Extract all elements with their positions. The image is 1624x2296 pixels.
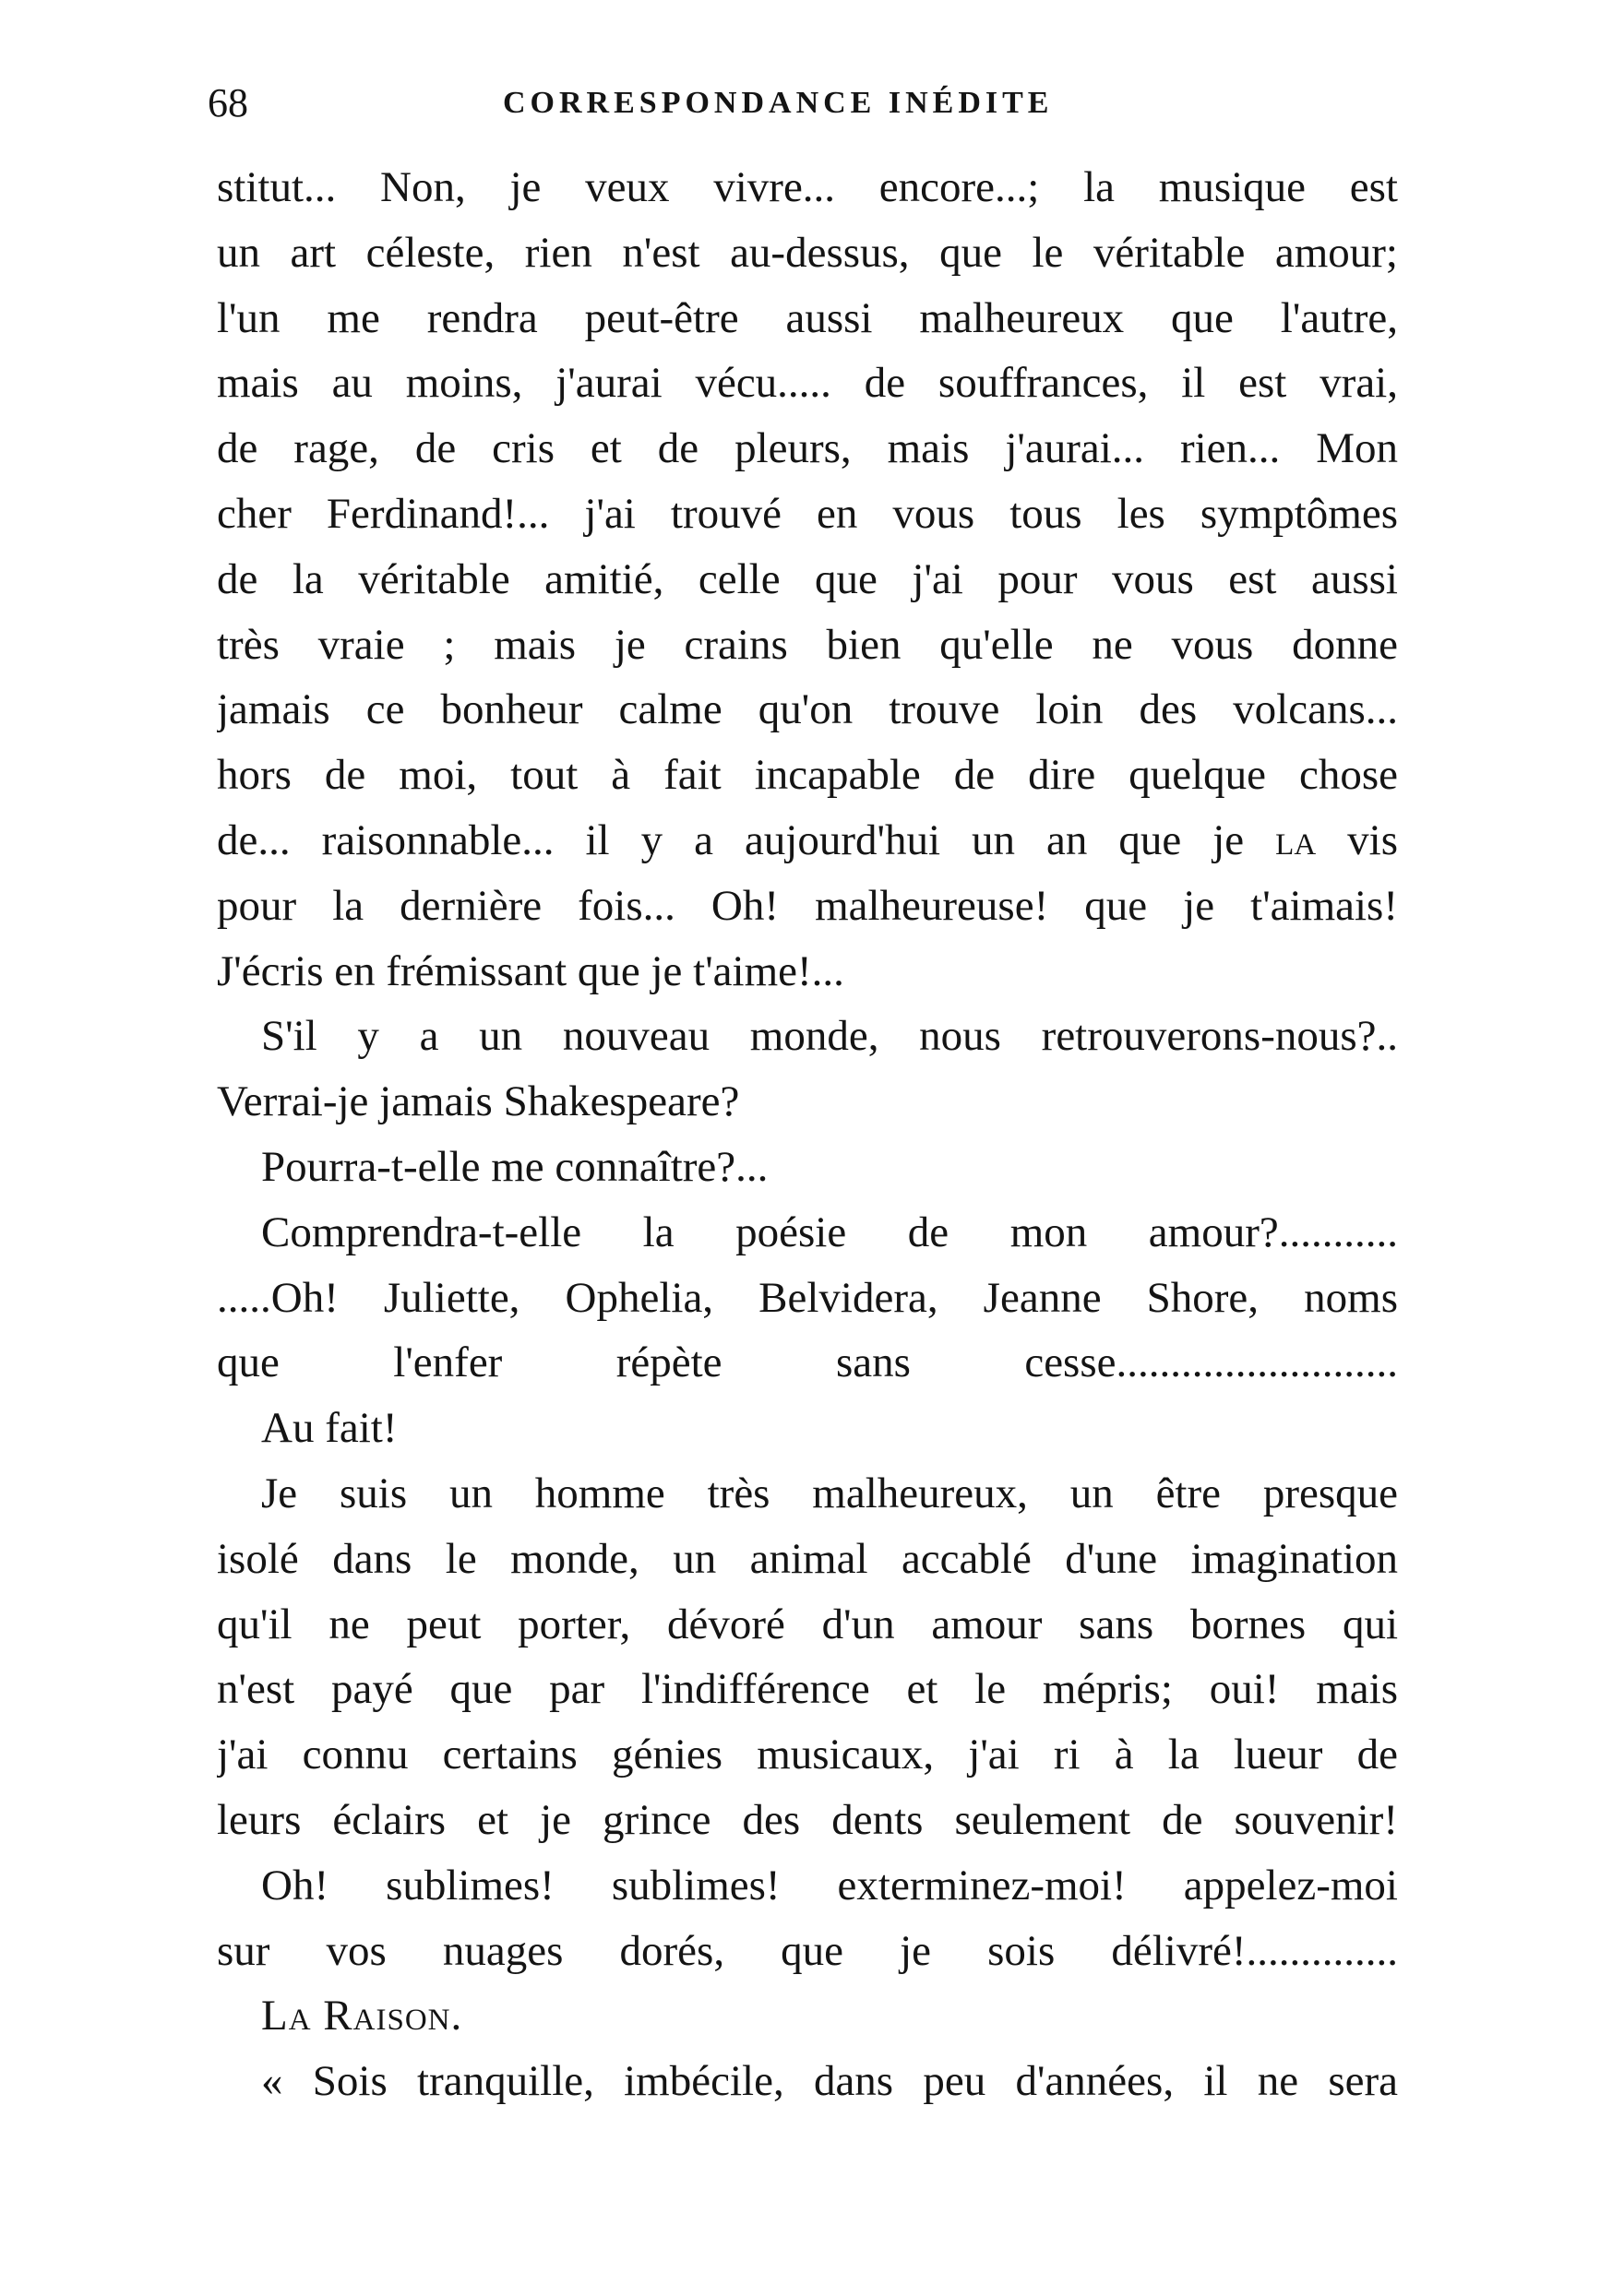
text-line: isolé dans le monde, un animal accablé d'une imagination bbox=[217, 1534, 1398, 1583]
text-line: sur vos nuages dorés, que je sois délivré!.............. bbox=[217, 1926, 1398, 1975]
running-head bbox=[208, 76, 1398, 131]
text-line: stitut... Non, je veux vivre... encore...; la musique est bbox=[217, 163, 1398, 211]
text-line: n'est payé que par l'indifférence et le mépris; oui! mais bbox=[217, 1665, 1398, 1714]
text-line: « Sois tranquille, imbécile, dans peu d'années, il ne sera bbox=[261, 2057, 1398, 2106]
body-text bbox=[217, 155, 1398, 2114]
text-line: qu'il ne peut porter, dévoré d'un amour sans bornes qui bbox=[217, 1600, 1398, 1648]
text-fragment: de... raisonnable... il y a aujourd'hui un an que je bbox=[217, 815, 1245, 864]
running-title: CORRESPONDANCE INÉDITE bbox=[503, 86, 1054, 120]
text-line: Comprendra-t-elle la poésie de mon amour?........... bbox=[261, 1207, 1398, 1256]
text-line: hors de moi, tout à fait incapable de dire quelque chose bbox=[217, 751, 1398, 800]
page-number: 68 bbox=[208, 80, 248, 125]
text-line: Je suis un homme très malheureux, un être presque bbox=[261, 1469, 1398, 1517]
emphasis-la: la bbox=[1275, 815, 1317, 864]
text-fragment: vis bbox=[1347, 815, 1398, 864]
text-line: cher Ferdinand!... j'ai trouvé en vous tous les symptômes bbox=[217, 489, 1398, 538]
speaker-label: La Raison. bbox=[261, 1992, 463, 2040]
text-line: Oh! sublimes! sublimes! exterminez-moi! appelez-moi bbox=[261, 1861, 1398, 1909]
text-line: de rage, de cris et de pleurs, mais j'aurai... rien... Mon bbox=[217, 424, 1398, 473]
text-line: Verrai-je jamais Shakespeare? bbox=[217, 1077, 740, 1126]
text-line: mais au moins, j'aurai vécu..... de souffrances, il est vrai, bbox=[217, 359, 1398, 408]
text-line: jamais ce bonheur calme qu'on trouve loin des volcans... bbox=[217, 685, 1398, 734]
text-line: .....Oh! Juliette, Ophelia, Belvidera, Jeanne Shore, noms bbox=[217, 1273, 1398, 1322]
text-line: Pourra-t-elle me connaître?... bbox=[261, 1142, 769, 1191]
text-line: S'il y a un nouveau monde, nous retrouverons-nous?.. bbox=[261, 1012, 1398, 1061]
text-line: j'ai connu certains génies musicaux, j'ai ri à la lueur de bbox=[217, 1731, 1398, 1779]
text-line: pour la dernière fois... Oh! malheureuse! que je t'aimais! bbox=[217, 881, 1398, 930]
text-line: l'un me rendra peut-être aussi malheureux que l'autre, bbox=[217, 293, 1398, 342]
text-line: J'écris en frémissant que je t'aime!... bbox=[217, 946, 844, 995]
text-line: que l'enfer répète sans cesse.......................... bbox=[217, 1338, 1398, 1387]
text-line: un art céleste, rien n'est au-dessus, que le véritable amour; bbox=[217, 228, 1398, 277]
text-line: Au fait! bbox=[261, 1404, 398, 1453]
text-line: très vraie ; mais je crains bien qu'elle ne vous donne bbox=[217, 620, 1398, 669]
text-line: leurs éclairs et je grince des dents seulement de souvenir! bbox=[217, 1795, 1398, 1844]
text-line-la bbox=[217, 808, 1398, 874]
text-line: de la véritable amitié, celle que j'ai pour vous est aussi bbox=[217, 554, 1398, 603]
